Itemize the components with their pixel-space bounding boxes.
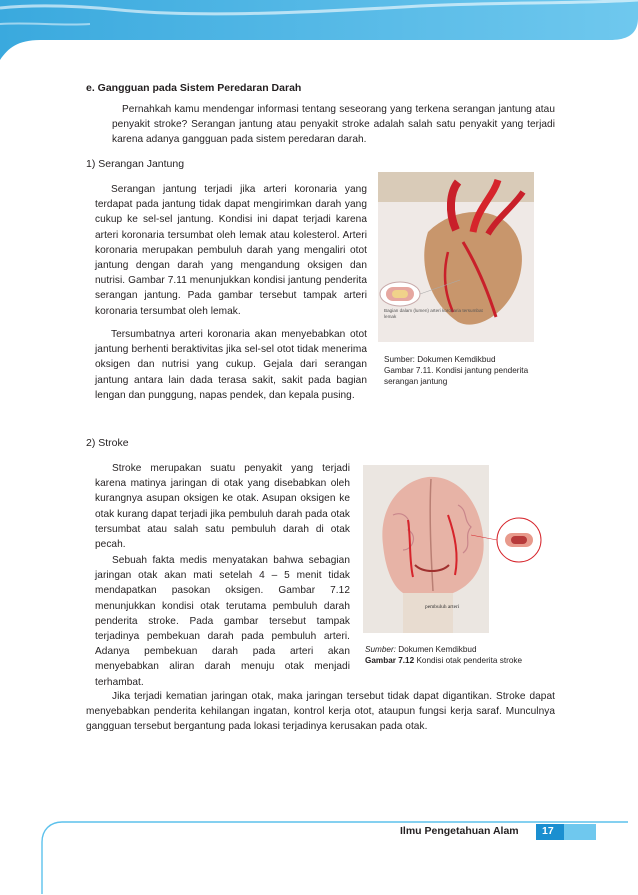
- stroke-paragraph-1: Stroke merupakan suatu penyakit yang terjadi karena matinya jaringan di otak yang disebabkan oleh kurangnya asupan oksigen ke otak. Asupan oksigen ke otak kurang dapat terjadi jika pembuluh darah pada otak tersumbat atau salah satu pembuluh darah di otak pecah.: [95, 463, 350, 551]
- stroke-heading: 2) Stroke: [86, 437, 129, 449]
- heart-attack-heading: 1) Serangan Jantung: [86, 158, 185, 170]
- page-number: 17: [542, 825, 554, 837]
- brain-figure-caption: [365, 644, 555, 666]
- closing-paragraph: Jika terjadi kematian jaringan otak, maka jaringan tersebut tidak dapat digantikan. Stroke dapat menyebabkan penderita kehilangan ingatan, kontrol kerja otot, ataupun fungsi kerja saraf. Munculnya gangguan tersebut bergantung pada lokasi terjadinya kerusakan pada otak.: [86, 691, 555, 733]
- heart-attack-paragraph-2: Tersumbatnya arteri koronaria akan menyebabkan otot jantung berhenti beraktivitas jika sel-sel otot tidak menerima oksigen dan nutrisi yang cukup. Gejala dari serangan jantung antara lain dada terasa sakit, sakit pada bagian lengan dan punggung, napas pendek, dan kepala pusing.: [95, 329, 367, 401]
- intro-paragraph: Pernahkah kamu mendengar informasi tentang seseorang yang terkena serangan jantung atau penyakit stroke? Serangan jantung atau penyakit stroke adalah salah satu penyakit yang terjadi karena adanya gangguan pada sistem peredaran darah.: [112, 104, 555, 146]
- header-band: [0, 0, 638, 62]
- brain-caption-number: Gambar 7.12: [365, 656, 415, 665]
- brain-figure: [363, 465, 543, 633]
- heart-figure-label: Bagian dalam (lumen) arteri koronaria tersumbat lemak: [384, 308, 483, 319]
- brain-caption-text: Kondisi otak penderita stroke: [416, 656, 523, 665]
- heart-figure-caption: [384, 354, 534, 387]
- section-heading: e. Gangguan pada Sistem Peredaran Darah: [86, 82, 302, 94]
- heart-caption-text: Gambar 7.11. Kondisi jantung penderita serangan jantung: [384, 366, 529, 386]
- brain-figure-label: pembuluh arteri: [425, 604, 460, 610]
- brain-caption-source-label: Sumber:: [365, 645, 396, 654]
- heart-figure: [378, 172, 534, 342]
- brain-caption-source: Dokumen Kemdikbud: [398, 645, 477, 654]
- footer-title: Ilmu Pengetahuan Alam: [400, 825, 519, 837]
- heart-caption-source: Sumber: Dokumen Kemdikbud: [384, 355, 496, 364]
- heart-attack-paragraph-1: Serangan jantung terjadi jika arteri koronaria yang terdapat pada jantung tidak dapat mengirimkan darah yang cukup ke sel-sel jantung. Kondisi ini dapat terjadi karena arteri koronaria tersumbat oleh lemak atau kolesterol. Arteri koronaria merupakan pembuluh darah yang mengaliri otot jantung dengan darah yang mengandung oksigen dan nutrisi. Gambar 7.11 menunjukkan kondisi jantung penderita serangan jantung. Pada gambar tersebut tampak arteri koronaria tersumbat oleh lemak.: [95, 184, 367, 317]
- stroke-paragraph-2: Sebuah fakta medis menyatakan bahwa sebagian jaringan otak akan mati setelah 4 – 5 menit tidak mendapatkan pasokan oksigen. Gambar 7.12 menunjukkan kondisi otak terutama pembuluh darah penderita stroke. Pada gambar tersebut tampak terjadinya pembekuan darah pada pembuluh arteri. Adanya pembekuan darah pada arteri akan menyebabkan aliran darah menuju otak menjadi terhambat.: [95, 555, 350, 688]
